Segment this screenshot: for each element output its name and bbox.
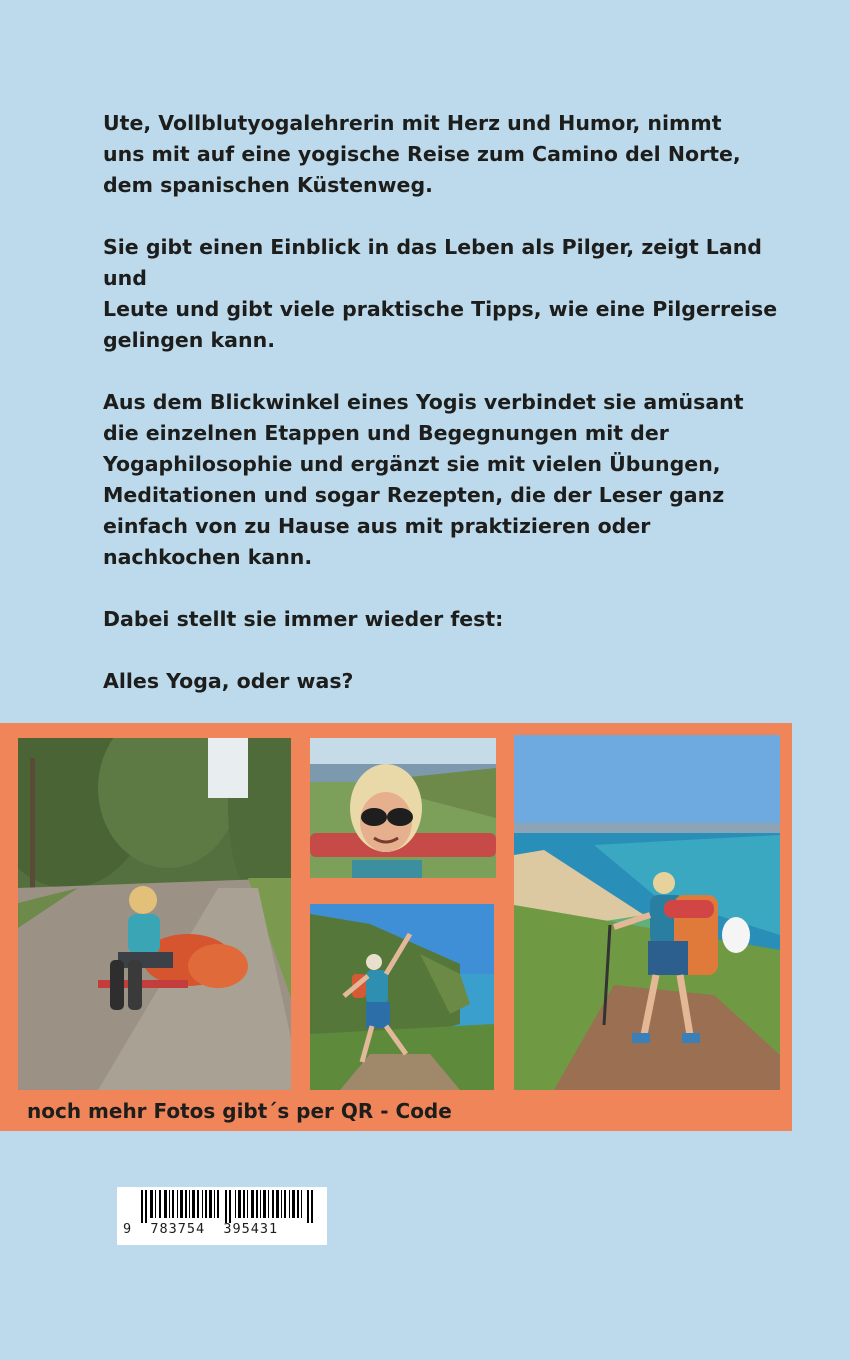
photo-hiker-beach — [514, 735, 780, 1090]
isbn-barcode — [117, 1187, 327, 1245]
photo-stretching-on-path — [18, 738, 291, 1090]
blurb-paragraph-1: Ute, Vollblutyogalehrerin mit Herz und Humor, nimmt uns mit auf eine yogische Reise zum Camino del Norte, dem spanischen Küstenweg. — [103, 111, 741, 197]
blurb-paragraph-3: Aus dem Blickwinkel eines Yogis verbindet sie amüsant die einzelnen Etappen und Begegnungen mit der Yogaphilosophie und ergänzt sie mit vielen Übungen, Meditationen und sogar Rezepten, die der Leser ganz einfach von zu Hause aus mit praktizieren oder nachkochen kann. — [103, 390, 744, 569]
photo-cliff-pose — [310, 904, 494, 1090]
blurb-paragraph-5: Alles Yoga, oder was? — [103, 669, 354, 693]
photo-selfie-coast — [310, 738, 496, 878]
blurb-paragraph-4: Dabei stellt sie immer wieder fest: — [103, 607, 504, 631]
barcode-bars — [141, 1190, 321, 1223]
back-cover-blurb — [103, 108, 803, 728]
isbn-number: 9 783754 395431 — [123, 1221, 279, 1237]
photo-collage — [0, 723, 792, 1131]
blurb-paragraph-2: Sie gibt einen Einblick in das Leben als Pilger, zeigt Land und Leute und gibt viele praktische Tipps, wie eine Pilgerreise gelingen kann. — [103, 235, 778, 352]
photo-caption: noch mehr Fotos gibt´s per QR - Code — [27, 1099, 452, 1123]
